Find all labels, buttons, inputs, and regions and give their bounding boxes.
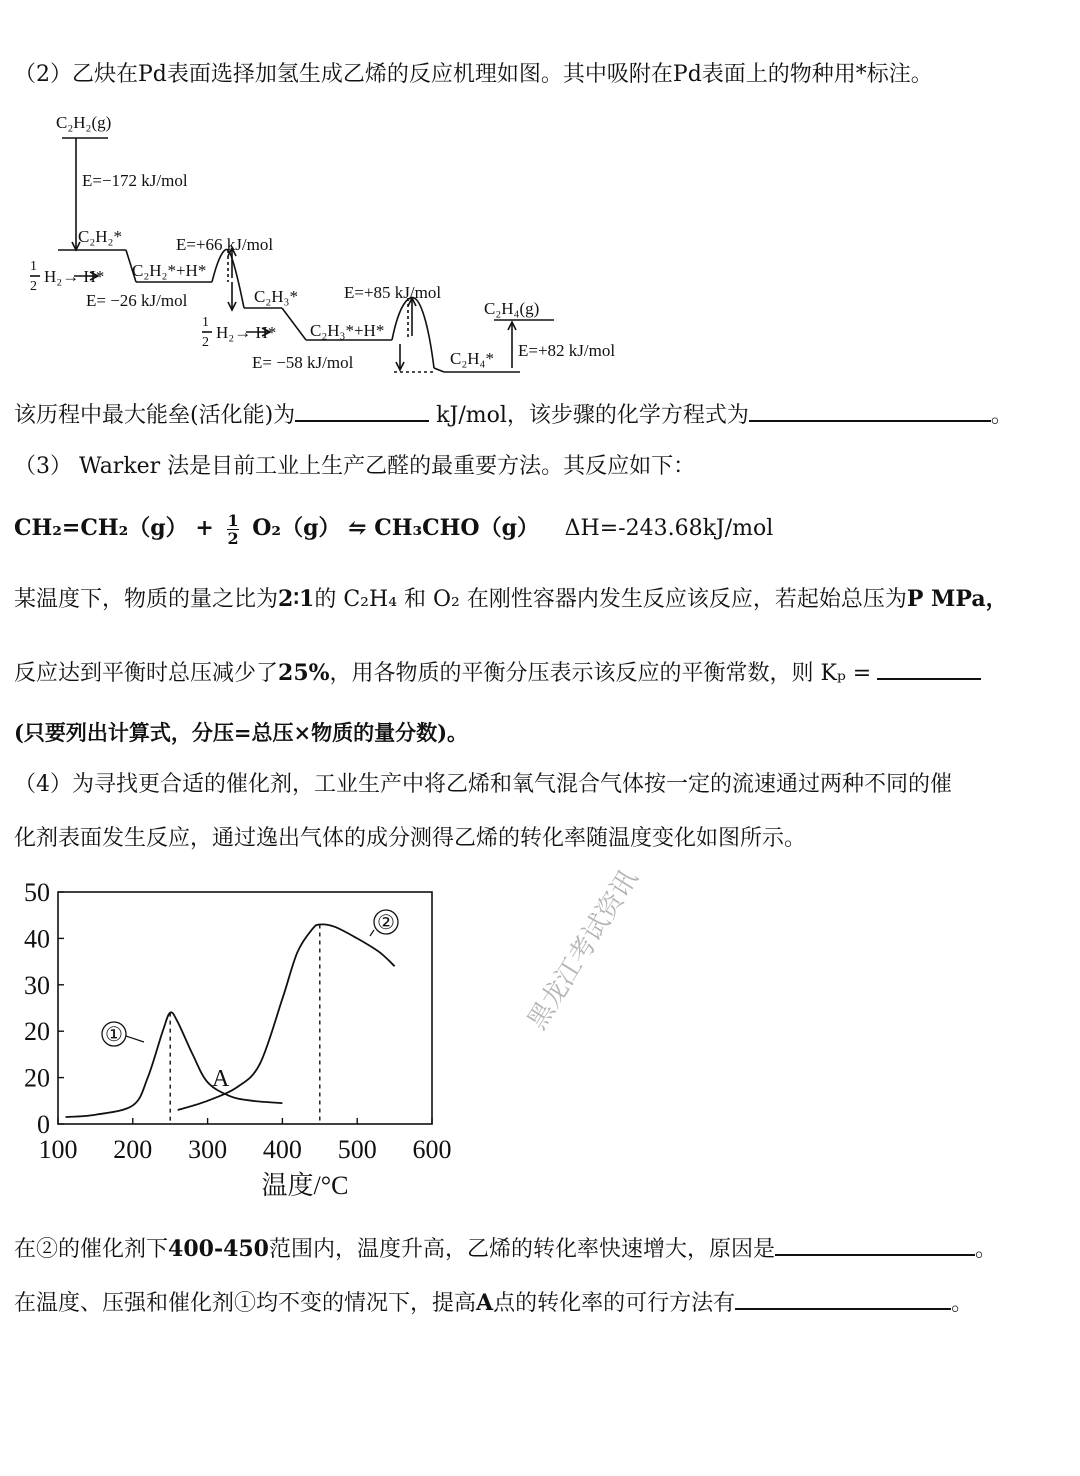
series-line-2 <box>178 924 395 1110</box>
answer-blank-reason[interactable] <box>775 1232 975 1256</box>
q4-question-b <box>14 1286 973 1319</box>
answer-blank-method[interactable] <box>735 1286 951 1310</box>
x-tick-label: 200 <box>113 1135 153 1164</box>
q3-l2b: ，用各物质的平衡分压表示该反应的平衡常数，则 Kₚ = <box>329 661 872 686</box>
point-a-label: A <box>212 1066 230 1092</box>
energy-step1: E=−172 kJ/mol <box>82 171 188 190</box>
series-label-1: ① <box>105 1024 123 1046</box>
y-tick-label: 20 <box>24 1017 50 1047</box>
q2-end: 。 <box>990 403 1013 428</box>
x-tick-label: 500 <box>337 1135 377 1164</box>
series-line-1 <box>65 1012 282 1117</box>
x-tick-label: 300 <box>188 1135 228 1164</box>
conversion-chart <box>14 880 464 1200</box>
q4-end-b: 。 <box>951 1291 974 1316</box>
x-tick-label: 600 <box>412 1135 452 1164</box>
q4-line1: （4）为寻找更合适的催化剂，工业生产中将乙烯和氧气混合气体按一定的流速通过两种不同的催 <box>14 772 953 797</box>
frac-den: 2 <box>227 528 239 548</box>
c2h3-label: C₂H₃* <box>254 287 298 306</box>
q3-pressure: P MPa， <box>906 586 1008 612</box>
frac-num: 1 <box>227 510 239 530</box>
answer-blank-equation[interactable] <box>749 398 991 422</box>
q3-l2a: 反应达到平衡时总压减少了 <box>14 661 279 686</box>
series-label-2: ② <box>377 912 395 934</box>
q4-qa2: 范围内，温度升高，乙烯的转化率快速增大，原因是 <box>269 1237 776 1262</box>
q3-note: (只要列出计算式，分压=总压×物质的量分数)。 <box>14 720 469 745</box>
y-tick-label: 0 <box>37 1110 50 1139</box>
x-axis-label: 温度/°C <box>261 1171 349 1200</box>
q4-point-a: A <box>476 1290 494 1316</box>
c2h2-adsorbed-label: C₂H₂* <box>78 227 122 246</box>
eq-left: CH₂=CH₂（g） + <box>14 515 214 541</box>
q4-line2: 化剂表面发生反应，通过逸出气体的成分测得乙烯的转化率随温度变化如图所示。 <box>14 826 807 851</box>
energy-mechanism-diagram <box>14 100 694 390</box>
y-tick-label: 20 <box>24 1063 50 1093</box>
q2-question-b: kJ/mol，该步骤的化学方程式为 <box>436 403 749 428</box>
q2-question-a: 该历程中最大能垒(活化能)为 <box>14 403 296 428</box>
half-den-2: 2 <box>202 335 209 350</box>
q3-pct: 25% <box>278 660 330 686</box>
q4-qb1: 在温度、压强和催化剂①均不变的情况下，提高 <box>14 1291 477 1316</box>
eq-right: O₂（g） ⇋ CH₃CHO（g） <box>252 515 539 541</box>
q4-qa1: 在②的催化剂下 <box>14 1237 169 1262</box>
q3-equation <box>14 508 773 548</box>
series-label-leader <box>370 930 374 936</box>
q4-qb2: 点的转化率的可行方法有 <box>493 1291 736 1316</box>
x-tick-label: 100 <box>38 1135 78 1164</box>
q3-intro: （3） Warker 法是目前工业上生产乙醛的最重要方法。其反应如下： <box>14 454 696 479</box>
c2h2-gas-label: C₂H₂(g) <box>56 113 112 132</box>
answer-blank-kp[interactable] <box>877 656 981 680</box>
half-h2-1: H₂→ H* <box>44 267 105 286</box>
y-tick-label: 50 <box>24 880 50 907</box>
q3-line1 <box>14 584 1008 615</box>
watermark: 黑龙江考试资讯 <box>522 864 645 1035</box>
half-num-1: 1 <box>30 259 37 274</box>
q4-end-a: 。 <box>975 1237 998 1262</box>
x-tick-label: 400 <box>262 1135 302 1164</box>
c2h4-adsorbed-label: C₂H₄* <box>450 349 494 368</box>
c2h2-h-label: C₂H₂*+H* <box>132 261 207 280</box>
q4-question-a <box>14 1232 997 1265</box>
energy-barrier1: E=+66 kJ/mol <box>176 235 274 254</box>
energy-step3: E= −58 kJ/mol <box>252 353 354 372</box>
c2h4-gas-label: C₂H₄(g) <box>484 299 540 318</box>
energy-step4: E=+82 kJ/mol <box>518 341 616 360</box>
energy-barrier2: E=+85 kJ/mol <box>344 283 442 302</box>
plot-frame <box>58 892 432 1124</box>
half-num-2: 1 <box>202 315 209 330</box>
half-h2-2: H₂→ H* <box>216 323 277 342</box>
enthalpy: ΔH=-243.68kJ/mol <box>564 516 774 541</box>
y-tick-label: 30 <box>24 970 50 1000</box>
y-tick-label: 40 <box>24 924 50 954</box>
q3-ratio: 2∶1 <box>278 586 315 612</box>
series-label-leader <box>126 1036 144 1042</box>
energy-step2: E= −26 kJ/mol <box>86 291 188 310</box>
q2-intro: （2）乙炔在Pd表面选择加氢生成乙烯的反应机理如图。其中吸附在Pd表面上的物种用*标注。 <box>14 62 933 87</box>
q3-line2 <box>14 656 981 689</box>
q3-l1a: 某温度下，物质的量之比为 <box>14 587 279 612</box>
c2h3-h-label: C₂H₃*+H* <box>310 321 385 340</box>
q2-question <box>14 398 1013 431</box>
q4-range: 400-450 <box>168 1236 269 1262</box>
q3-l1b: 的 C₂H₄ 和 O₂ 在刚性容器内发生反应该反应，若起始总压为 <box>314 587 907 612</box>
eq-fraction <box>227 512 238 547</box>
half-den-1: 2 <box>30 279 37 294</box>
answer-blank-barrier[interactable] <box>295 398 429 422</box>
